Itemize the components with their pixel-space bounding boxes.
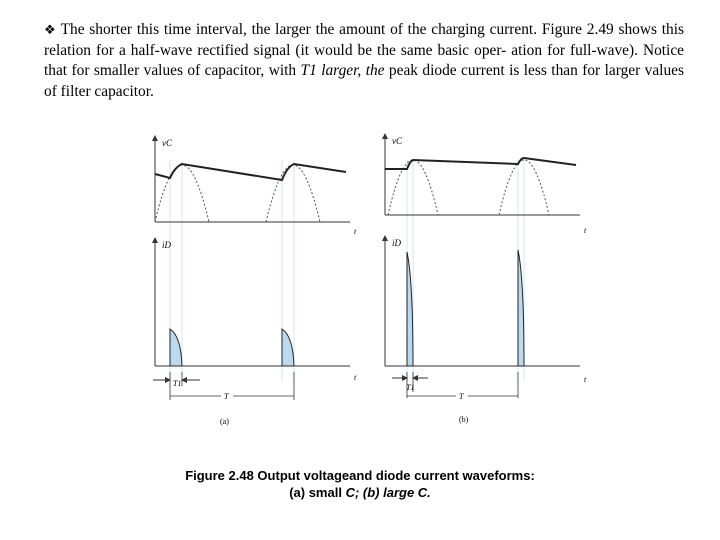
- panel-b-label: (b): [459, 415, 469, 424]
- panel-a-current-pulse-2: [282, 329, 294, 366]
- panel-b-current-pulse-2: [518, 250, 524, 366]
- panel-a-output-voltage: [155, 164, 346, 180]
- panel-b-output-voltage: [385, 158, 576, 169]
- panel-a-guides: [170, 160, 294, 380]
- paragraph-text-2: peak diode current is less than for larger values of filter capacitor.: [44, 62, 684, 100]
- panel-b-rectified-input: [388, 160, 549, 215]
- panel-a-top-t-label: t: [354, 227, 357, 236]
- panel-b: [385, 136, 587, 424]
- panel-b-guides: [407, 160, 524, 380]
- panel-b-t1-label: T1: [406, 383, 415, 392]
- panel-a-label: (a): [220, 417, 229, 426]
- paragraph-italic: T1 larger, the: [300, 62, 385, 79]
- panel-b-bottom-t-label: t: [584, 375, 587, 384]
- paragraph-text-1: The shorter this time interval, the larger the amount of the charging current. Figure 2.49 shows this relation for a half-wave rectified signal (it would be the same basic oper- ation for full-wave). Notice that for smaller values of capacitor, with: [44, 21, 684, 79]
- panel-a-bottom-t-label: t: [354, 373, 357, 382]
- panel-a: [153, 138, 357, 426]
- caption-line-1: Figure 2.48 Output voltageand diode current waveforms:: [185, 468, 535, 483]
- caption-line-2-italic: C; (b) large C.: [345, 485, 431, 500]
- panel-a-t1-label: T1: [173, 379, 182, 388]
- panel-a-T-label: T: [224, 392, 229, 401]
- diamond-bullet-icon: ❖: [44, 22, 57, 37]
- panel-b-T-label: T: [459, 392, 464, 401]
- figure-caption: [0, 467, 720, 501]
- caption-line-2-plain: (a) small: [289, 485, 346, 500]
- panel-a-current-pulse-1: [170, 329, 182, 366]
- panel-b-id-label: iD: [392, 238, 401, 248]
- panel-a-vc-label: vC: [162, 138, 172, 148]
- panel-b-current-pulse-1: [407, 252, 413, 366]
- panel-b-top-t-label: t: [584, 226, 587, 235]
- panel-b-vc-label: vC: [392, 136, 402, 146]
- panel-a-id-label: iD: [162, 240, 171, 250]
- caption-line-2: [0, 484, 720, 501]
